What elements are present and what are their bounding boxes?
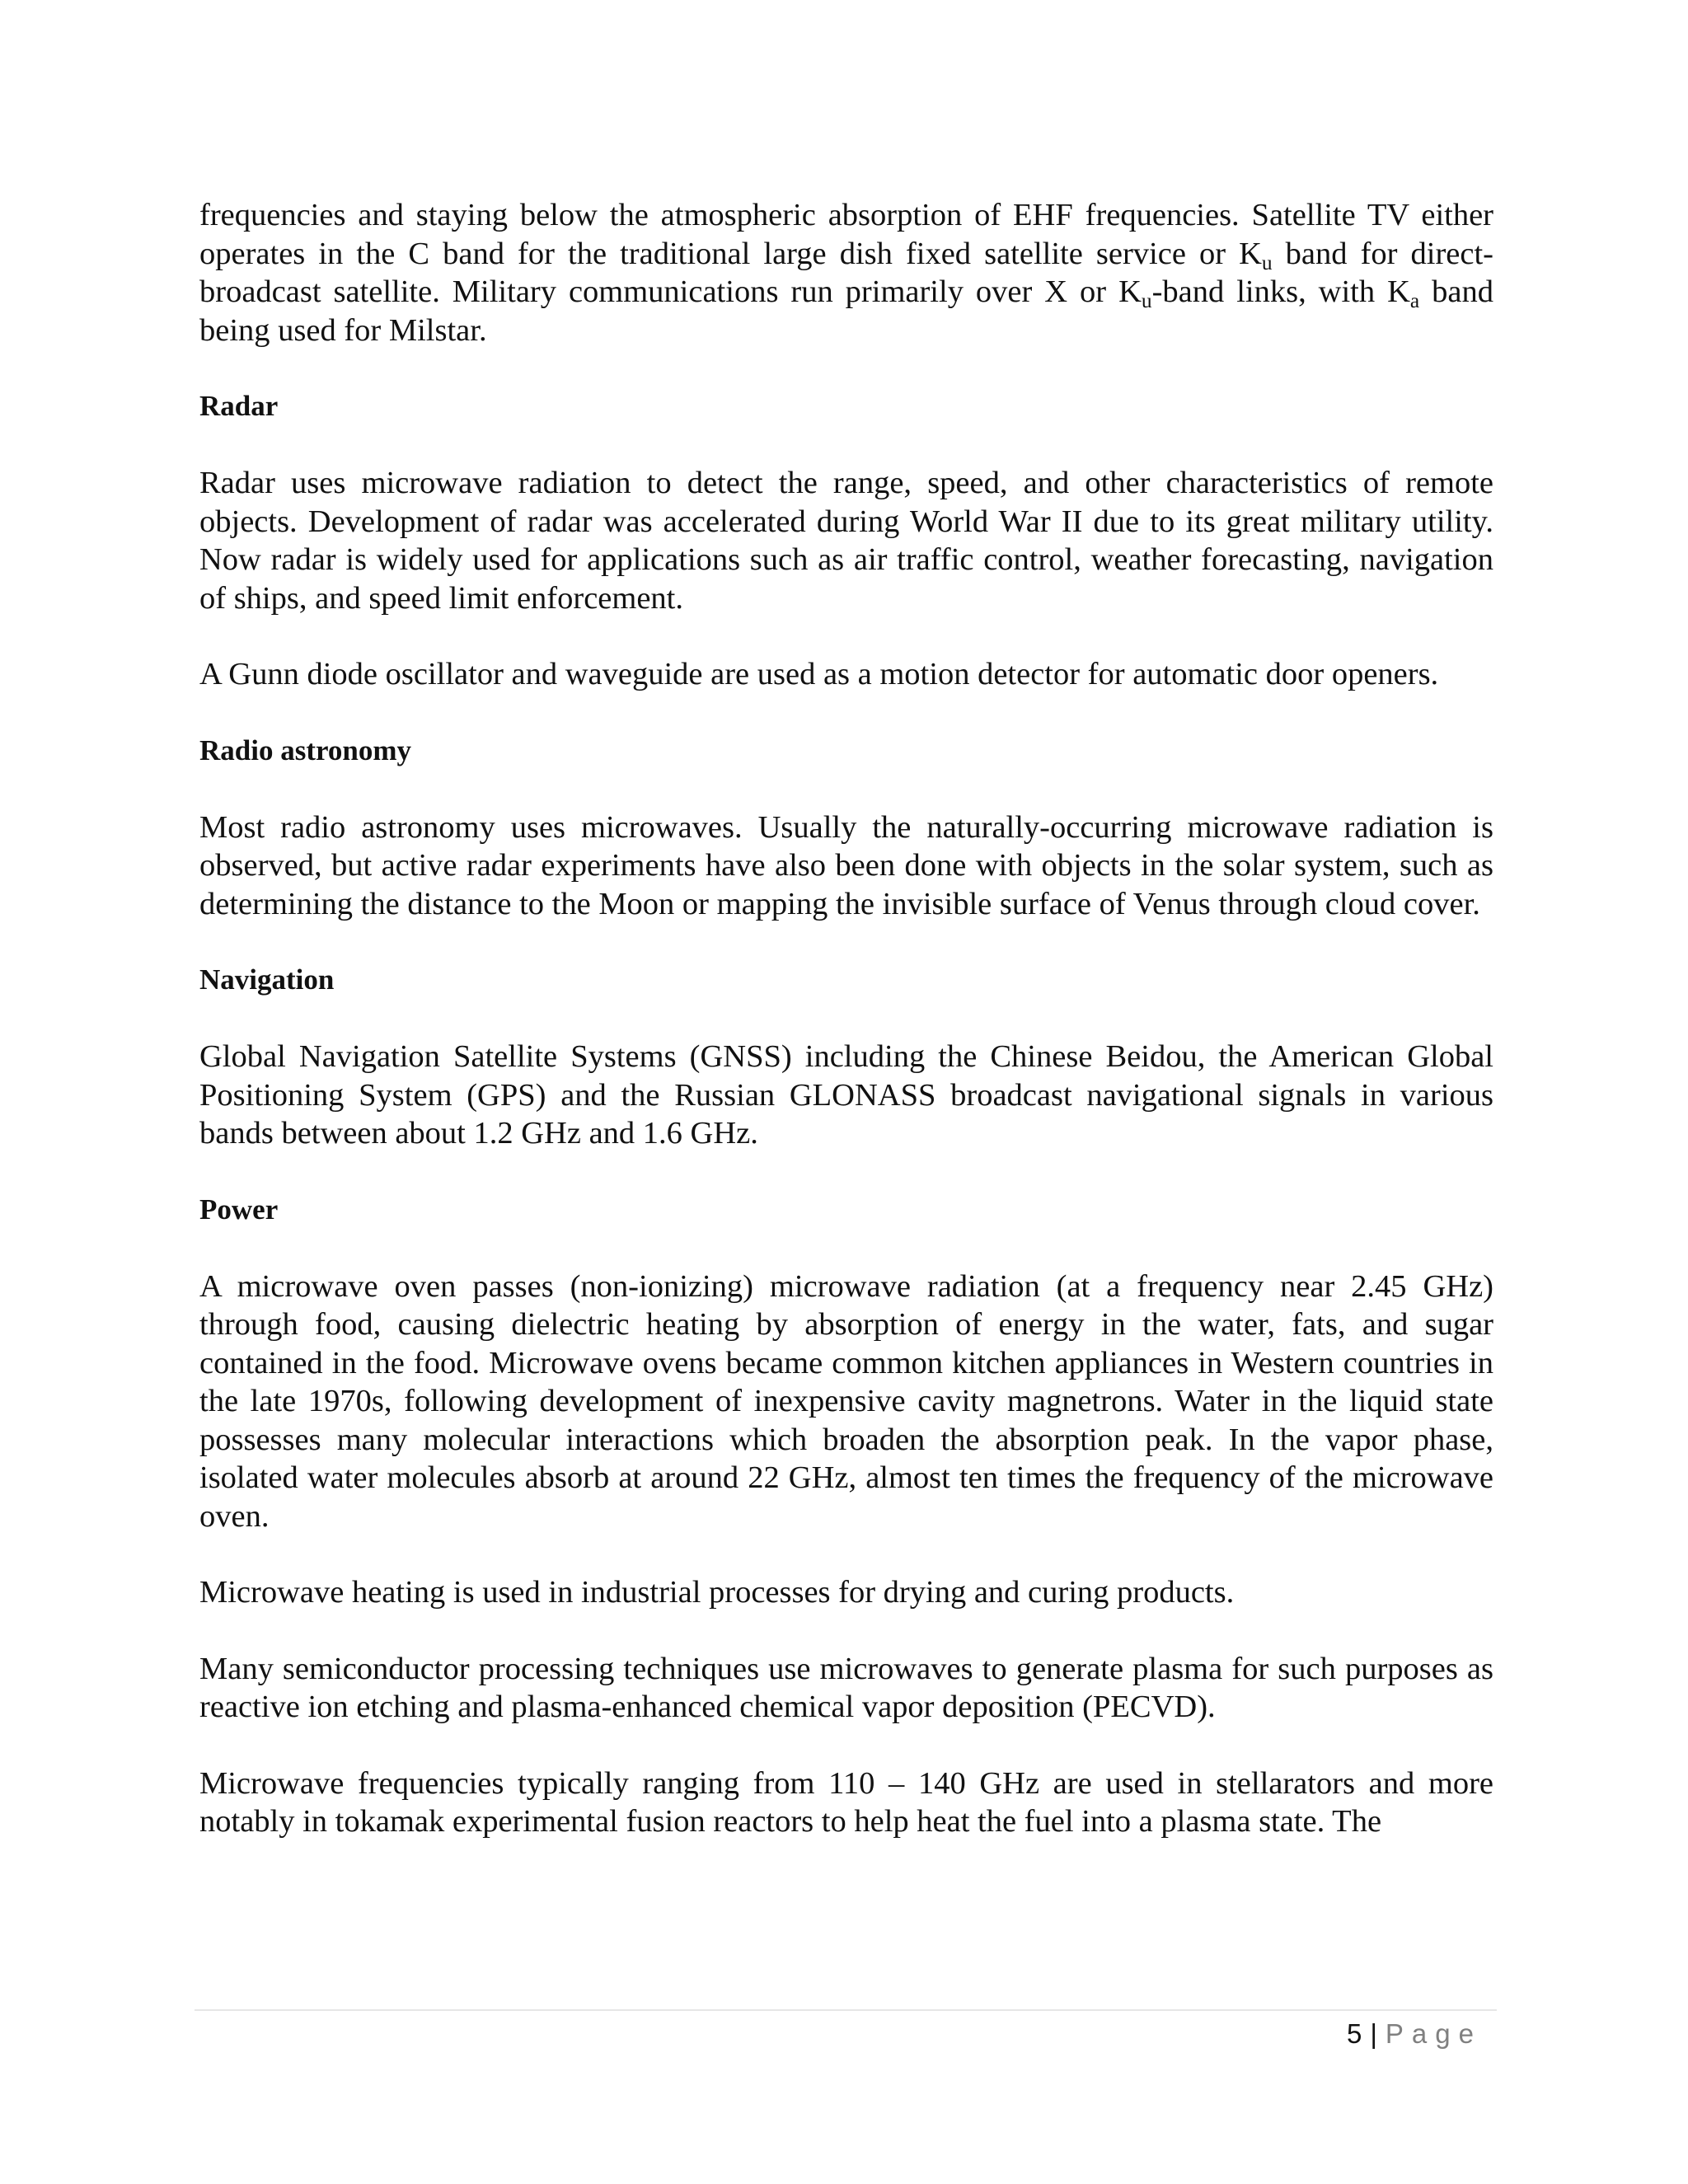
footer-divider bbox=[195, 2009, 1497, 2011]
heading-radar: Radar bbox=[199, 390, 279, 422]
paragraph-text: band being used for Milstar. bbox=[199, 274, 1493, 348]
paragraph-navigation: Global Navigation Satellite Systems (GNSS) including the Chinese Beidou, the American Global Positioning System (GPS) and the Russian GLONASS broadcast navigational signals in various bands between about 1.2 GHz and 1.6 GHz. bbox=[199, 1039, 1493, 1151]
paragraph-radar-1: Radar uses microwave radiation to detect the range, speed, and other characteristics of remote objects. Development of radar was accelerated during World War II due to its great military utility. Now radar is widely used for applications such as air traffic control, weather forecasting, navigation of ships, and speed limit enforcement. bbox=[199, 466, 1493, 616]
paragraph-power-4: Microwave frequencies typically ranging from 110 – 140 GHz are used in stellarators and more notably in tokamak experimental fusion reactors to help heat the fuel into a plasma state. The bbox=[199, 1765, 1493, 1839]
subscript: u bbox=[1261, 251, 1273, 274]
paragraph-power-2: Microwave heating is used in industrial processes for drying and curing products. bbox=[199, 1575, 1235, 1610]
paragraph-power-3: Many semiconductor processing techniques use microwaves to generate plasma for such purposes as reactive ion etching and plasma-enhanced chemical vapor deposition (PECVD). bbox=[199, 1651, 1493, 1724]
paragraph-text: band for direct-broadcast satellite. Military communications run primarily over X or K bbox=[199, 236, 1493, 309]
paragraph-satellite bbox=[199, 196, 1493, 349]
page-number: 5 bbox=[1346, 2018, 1362, 2049]
paragraph-power-1: A microwave oven passes (non-ionizing) microwave radiation (at a frequency near 2.45 GHz) through food, causing dielectric heating by absorption of energy in the water, fats, and sugar contained in the food. Microwave ovens became common kitchen appliances in Western countries in the late 1970s, following development of inexpensive cavity magnetrons. Water in the liquid state possesses many molecular interactions which broaden the absorption peak. In the vapor phase, isolated water molecules absorb at around 22 GHz, almost ten times the frequency of the microwave oven. bbox=[199, 1268, 1493, 1534]
heading-radio-astronomy: Radio astronomy bbox=[199, 733, 412, 766]
paragraph-radar-2: A Gunn diode oscillator and waveguide are used as a motion detector for automatic door openers. bbox=[199, 657, 1439, 691]
subscript: u bbox=[1141, 289, 1152, 313]
footer-separator: | bbox=[1370, 2018, 1377, 2049]
subscript: a bbox=[1409, 289, 1420, 313]
heading-power: Power bbox=[199, 1193, 279, 1226]
document-page bbox=[199, 196, 1493, 1841]
page-footer bbox=[1347, 2018, 1482, 2050]
paragraph-text: frequencies and staying below the atmospheric absorption of EHF frequencies. Satellite TV either operates in the C band for the traditional large dish fixed satellite service or K bbox=[199, 198, 1493, 271]
paragraph-radio-astronomy: Most radio astronomy uses microwaves. Usually the naturally-occurring microwave radiation is observed, but active radar experiments have also been done with objects in the solar system, such as determining the distance to the Moon or mapping the invisible surface of Venus through cloud cover. bbox=[199, 809, 1493, 921]
paragraph-text: -band links, with K bbox=[1151, 274, 1410, 309]
page-label: Page bbox=[1385, 2018, 1482, 2049]
heading-navigation: Navigation bbox=[199, 963, 335, 996]
